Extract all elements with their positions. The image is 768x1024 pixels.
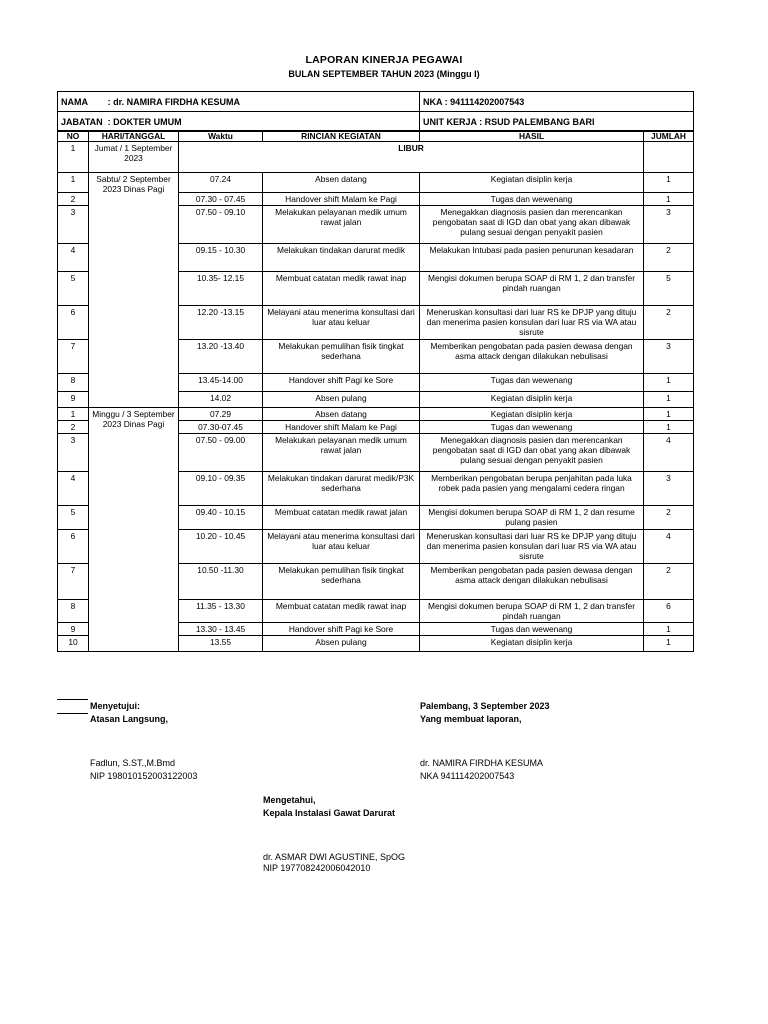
unit-field: UNIT KERJA : RSUD PALEMBANG BARI [420, 112, 694, 132]
row-time: 09.15 - 10.30 [179, 244, 263, 272]
row-time: 07.30 - 07.45 [179, 193, 263, 206]
row-no: 8 [58, 374, 89, 392]
row-time: 13.45-14.00 [179, 374, 263, 392]
col-time: Waktu [179, 131, 263, 142]
col-no: NO [58, 131, 89, 142]
maker-nka: NKA 941114202007543 [420, 771, 515, 781]
table-row [58, 142, 694, 173]
row-no: 10 [58, 636, 89, 652]
approve-nip: NIP 198010152003122003 [90, 771, 198, 781]
row-activity: Absen datang [263, 173, 420, 193]
row-no: 9 [58, 392, 89, 408]
row-no: 1 [58, 173, 89, 193]
report-title: LAPORAN KINERJA PEGAWAI [305, 54, 463, 66]
row-activity: Membuat catatan medik rawat jalan [263, 506, 420, 530]
row-result: Kegiatan disiplin kerja [420, 173, 644, 193]
row-activity: Handover shift Pagi ke Sore [263, 623, 420, 636]
row-activity: Membuat catatan medik rawat inap [263, 600, 420, 623]
row-no: 5 [58, 272, 89, 306]
row-time: 07.29 [179, 408, 263, 421]
row-qty: 3 [644, 340, 694, 374]
col-activity: RINCIAN KEGIATAN [263, 131, 420, 142]
row-result: Memberikan pengobatan pada pasien dewasa dengan asma attack dengan dilakukan nebulisasi [420, 564, 644, 600]
signature-box [57, 699, 88, 714]
row-no: 9 [58, 623, 89, 636]
row-result: Menegakkan diagnosis pasien dan merencankan pengobatan saat di IGD dan obat yang akan dibawak pulang sesuai dengan penyakit pasien [420, 434, 644, 472]
identity-table [57, 91, 694, 132]
row-qty: 2 [644, 306, 694, 340]
row-result: Mengisi dokumen berupa SOAP di RM 1, 2 dan transfer pindah ruangan [420, 272, 644, 306]
row-result: Memberikan pengobatan berupa penjahitan pada luka robek pada pasien yang mengalami cedera ringan [420, 472, 644, 506]
approve-label: Menyetujui: [90, 701, 141, 711]
row-time: 14.02 [179, 392, 263, 408]
row-time: 07.50 - 09.00 [179, 434, 263, 472]
row-no: 1 [58, 142, 89, 173]
activity-table [57, 130, 694, 652]
row-activity: Melayani atau menerima konsultasi dari luar atau keluar [263, 306, 420, 340]
row-time: 13.30 - 13.45 [179, 623, 263, 636]
row-time: 12.20 -13.15 [179, 306, 263, 340]
row-result: Menegakkan diagnosis pasien dan merencankan pengobatan saat di IGD dan obat yang akan dibawak pulang sesuai dengan penyakit pasien [420, 206, 644, 244]
row-activity: Membuat catatan medik rawat inap [263, 272, 420, 306]
day-label: Sabtu/ 2 September 2023 Dinas Pagi [89, 173, 179, 408]
row-qty: 1 [644, 421, 694, 434]
place-date: Palembang, 3 September 2023 [420, 701, 550, 711]
row-result: Tugas dan wewenang [420, 421, 644, 434]
row-time: 13.20 -13.40 [179, 340, 263, 374]
row-no: 4 [58, 244, 89, 272]
row-qty: 1 [644, 374, 694, 392]
report-subtitle: BULAN SEPTEMBER TAHUN 2023 (Minggu I) [288, 69, 480, 79]
row-qty: 1 [644, 193, 694, 206]
row-time: 07.30-07.45 [179, 421, 263, 434]
acknowledge-label: Mengetahui, [263, 795, 316, 805]
row-result: Mengisi dokumen berupa SOAP di RM 1, 2 dan resume pulang pasien [420, 506, 644, 530]
row-qty: 3 [644, 206, 694, 244]
row-activity: Absen pulang [263, 636, 420, 652]
col-qty: JUMLAH [644, 131, 694, 142]
row-time: 10.50 -11.30 [179, 564, 263, 600]
row-activity: Melakukan pemulihan fisik tingkat sederhana [263, 564, 420, 600]
row-qty: 1 [644, 636, 694, 652]
row-activity: Absen pulang [263, 392, 420, 408]
acknowledge-nip: NIP 197708242006042010 [263, 863, 371, 873]
row-activity: Melakukan tindakan darurat medik [263, 244, 420, 272]
qty-cell [644, 142, 694, 173]
row-no: 3 [58, 434, 89, 472]
row-activity: Handover shift Pagi ke Sore [263, 374, 420, 392]
row-time: 07.24 [179, 173, 263, 193]
row-result: Tugas dan wewenang [420, 623, 644, 636]
row-result: Kegiatan disiplin kerja [420, 392, 644, 408]
row-time: 09.40 - 10.15 [179, 506, 263, 530]
row-qty: 5 [644, 272, 694, 306]
col-result: HASIL [420, 131, 644, 142]
row-no: 4 [58, 472, 89, 506]
row-activity: Melakukan pelayanan medik umum rawat jalan [263, 434, 420, 472]
table-row [58, 408, 694, 421]
nka-field: NKA : 941114202007543 [420, 92, 694, 112]
position-field: JABATAN : DOKTER UMUM [58, 112, 420, 132]
row-time: 11.35 - 13.30 [179, 600, 263, 623]
row-activity: Handover shift Malam ke Pagi [263, 193, 420, 206]
col-day: HARI/TANGGAL [89, 131, 179, 142]
row-qty: 2 [644, 506, 694, 530]
name-field: NAMA : dr. NAMIRA FIRDHA KESUMA [58, 92, 420, 112]
row-time: 13.55 [179, 636, 263, 652]
maker-name: dr. NAMIRA FIRDHA KESUMA [420, 758, 544, 768]
row-qty: 2 [644, 244, 694, 272]
row-result: Meneruskan konsultasi dari luar RS ke DPJP yang dituju dan menerima pasien konsulan dari luar RS via WA atau sisrute [420, 306, 644, 340]
row-no: 1 [58, 408, 89, 421]
row-result: Kegiatan disiplin kerja [420, 408, 644, 421]
row-time: 10.20 - 10.45 [179, 530, 263, 564]
maker-role: Yang membuat laporan, [420, 714, 522, 724]
row-qty: 1 [644, 408, 694, 421]
row-no: 3 [58, 206, 89, 244]
row-no: 8 [58, 600, 89, 623]
row-no: 5 [58, 506, 89, 530]
row-result: Melakukan Intubasi pada pasien penurunan kesadaran [420, 244, 644, 272]
row-activity: Handover shift Malam ke Pagi [263, 421, 420, 434]
row-qty: 3 [644, 472, 694, 506]
row-activity: Melakukan tindakan darurat medik/P3K sederhana [263, 472, 420, 506]
row-no: 7 [58, 340, 89, 374]
row-no: 7 [58, 564, 89, 600]
row-qty: 6 [644, 600, 694, 623]
table-row [58, 173, 694, 193]
row-result: Meneruskan konsultasi dari luar RS ke DPJP yang dituju dan menerima pasien konsulan dari luar RS via WA atau sisrute [420, 530, 644, 564]
acknowledge-role: Kepala Instalasi Gawat Darurat [263, 808, 396, 818]
day-label: Minggu / 3 September 2023 Dinas Pagi [89, 408, 179, 652]
row-qty: 1 [644, 623, 694, 636]
row-time: 10.35- 12.15 [179, 272, 263, 306]
row-result: Mengisi dokumen berupa SOAP di RM 1, 2 dan transfer pindah ruangan [420, 600, 644, 623]
row-result: Memberikan pengobatan pada pasien dewasa dengan asma attack dengan dilakukan nebulisasi [420, 340, 644, 374]
row-no: 6 [58, 306, 89, 340]
approve-role: Atasan Langsung, [90, 714, 169, 724]
row-result: Tugas dan wewenang [420, 193, 644, 206]
row-no: 6 [58, 530, 89, 564]
day-label: Jumat / 1 September 2023 [89, 142, 179, 173]
row-qty: 2 [644, 564, 694, 600]
row-qty: 1 [644, 392, 694, 408]
acknowledge-name: dr. ASMAR DWI AGUSTINE, SpOG [263, 852, 406, 862]
row-time: 09.10 - 09.35 [179, 472, 263, 506]
row-no: 2 [58, 421, 89, 434]
row-activity: Melakukan pelayanan medik umum rawat jalan [263, 206, 420, 244]
row-qty: 4 [644, 434, 694, 472]
row-qty: 1 [644, 173, 694, 193]
row-activity: Melayani atau menerima konsultasi dari luar atau keluar [263, 530, 420, 564]
row-qty: 4 [644, 530, 694, 564]
approve-name: Fadlun, S.ST.,M.Bmd [90, 758, 176, 768]
row-time: 07.50 - 09.10 [179, 206, 263, 244]
row-activity: Absen datang [263, 408, 420, 421]
libur-label: LIBUR [179, 142, 644, 173]
row-result: Tugas dan wewenang [420, 374, 644, 392]
row-activity: Melakukan pemulihan fisik tingkat sederhana [263, 340, 420, 374]
row-result: Kegiatan disiplin kerja [420, 636, 644, 652]
row-no: 2 [58, 193, 89, 206]
